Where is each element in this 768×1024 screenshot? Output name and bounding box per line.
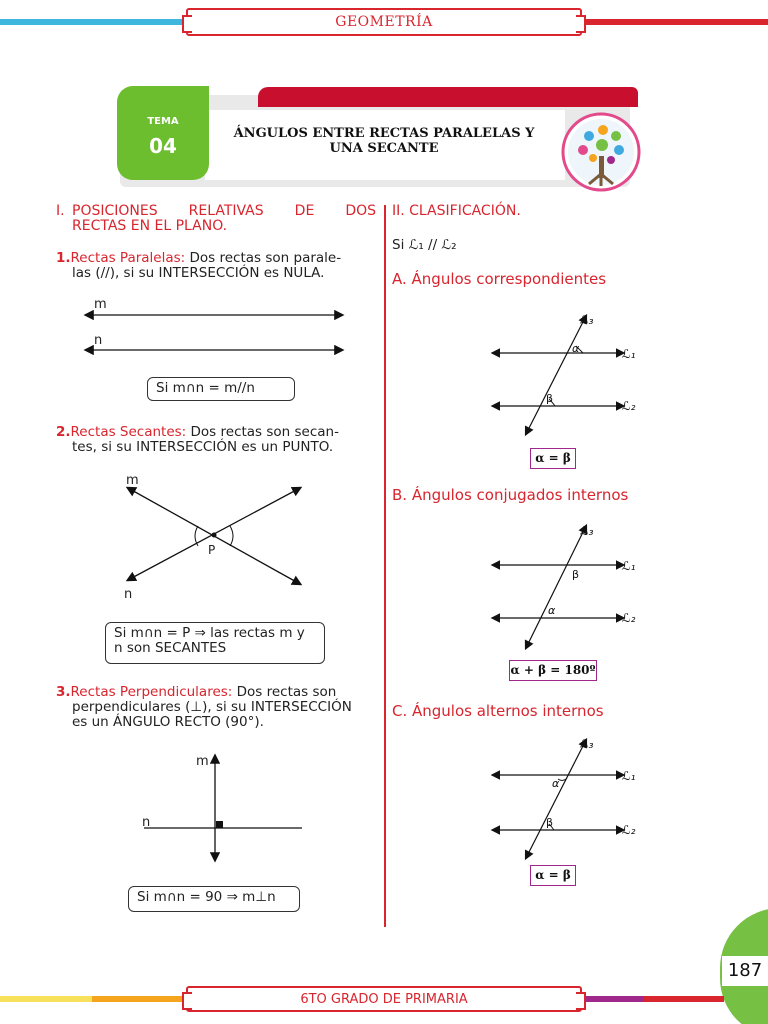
paralelas-formula-text: Si m∩n = m//n [156, 380, 255, 396]
secantes-formula-line2: n son SECANTES [114, 640, 227, 656]
footer-bar-purple [582, 996, 644, 1002]
label-n: n [124, 587, 133, 602]
paralelas-text2: las (//), si su INTERSECCIÓN es NULA. [72, 265, 325, 281]
tema-title [214, 126, 554, 156]
secantes-text1: Dos rectas son secan- [190, 424, 339, 440]
section2-heading: II. CLASIFICACIÓN. [392, 203, 521, 219]
paralelas-formula [147, 377, 295, 401]
alpha-label: α [552, 777, 560, 790]
conjugados-diagram [488, 520, 648, 655]
column-divider [384, 205, 386, 927]
secantes-formula-line1: Si m∩n = P ⇒ las rectas m y [114, 625, 305, 641]
section1-heading-line1: POSICIONES RELATIVAS DE DOS [72, 203, 376, 219]
header-subject [186, 8, 582, 36]
perpendiculares-num: 3. [56, 684, 71, 700]
alternos-label: C. Ángulos alternos internos [392, 702, 604, 720]
l2-label: ℒ₂ [622, 399, 636, 413]
l1-label: ℒ₁ [622, 769, 636, 783]
alpha-label: α [572, 342, 580, 355]
footer-bar-yellow [0, 996, 92, 1002]
footer-bar-red [644, 996, 724, 1002]
l3-label: ℒ₃ [580, 313, 594, 327]
l3-label: ℒ₃ [580, 524, 594, 538]
tema-label: TEMA [147, 116, 179, 127]
label-m: m [126, 473, 139, 488]
secantes-title: Rectas Secantes: [70, 424, 187, 440]
l1-label: ℒ₁ [622, 347, 636, 361]
beta-label: β [572, 568, 580, 581]
header-bar-blue [0, 19, 186, 25]
paralelas-title: Rectas Paralelas: [70, 250, 186, 266]
correspondientes-diagram [488, 310, 648, 440]
tema-number: 04 [149, 134, 177, 158]
section1-heading-line2: RECTAS EN EL PLANO. [72, 218, 228, 234]
footer-grade-text: 6TO GRADO DE PRIMARIA [300, 991, 468, 1007]
l2-label: ℒ₂ [622, 823, 636, 837]
section1-heading [56, 204, 376, 234]
label-p: P [208, 543, 216, 557]
page-number: 187 [727, 960, 763, 981]
footer-grade [186, 986, 582, 1012]
footer-bar-orange [92, 996, 186, 1002]
subject-title: GEOMETRÍA [335, 14, 433, 30]
secantes-num: 2. [56, 424, 71, 440]
l2-label: ℒ₂ [622, 611, 636, 625]
parallel-lines-diagram [80, 292, 360, 362]
conjugados-result: α + β = 180º [509, 660, 597, 681]
label-n: n [94, 333, 103, 348]
secantes-text2: tes, si su INTERSECCIÓN es un PUNTO. [72, 439, 334, 455]
perpendiculares-title: Rectas Perpendiculares: [70, 684, 233, 700]
label-n: n [142, 815, 151, 830]
alternos-result: α = β [530, 865, 576, 886]
brain-tree-logo-icon [553, 112, 647, 194]
perpendicular-lines-diagram [130, 748, 310, 868]
tema-badge [117, 86, 209, 180]
label-m: m [94, 297, 107, 312]
secant-lines-diagram [112, 468, 322, 608]
perpendiculares-formula [128, 886, 300, 912]
header-bar-red [582, 19, 768, 25]
section1-heading-num: I. [56, 203, 65, 219]
beta-label: β [546, 392, 554, 405]
l1-label: ℒ₁ [622, 559, 636, 573]
alpha-label: α [548, 604, 556, 617]
perpendiculares-formula-text: Si m∩n = 90 ⇒ m⊥n [137, 889, 276, 905]
correspondientes-result: α = β [530, 448, 576, 469]
section2-condition: Si ℒ₁ // ℒ₂ [392, 237, 457, 253]
paralelas-num: 1. [56, 250, 71, 266]
tema-title-line1: ÁNGULOS ENTRE RECTAS PARALELAS Y [233, 126, 535, 141]
correspondientes-label: A. Ángulos correspondientes [392, 270, 607, 288]
conjugados-label: B. Ángulos conjugados internos [392, 486, 629, 504]
perpendiculares-text1: Dos rectas son [236, 684, 337, 700]
label-m: m [196, 754, 209, 769]
l3-label: ℒ₃ [580, 737, 594, 751]
beta-label: β [546, 816, 554, 829]
perpendiculares-text3: es un ÁNGULO RECTO (90°). [72, 714, 264, 730]
perpendiculares-text2: perpendiculares (⊥), si su INTERSECCIÓN [72, 699, 352, 715]
paralelas-text1: Dos rectas son parale- [189, 250, 342, 266]
tema-title-line2: UNA SECANTE [329, 141, 439, 156]
alternos-diagram [488, 734, 648, 864]
secantes-text [56, 425, 376, 455]
perpendiculares-text [56, 685, 378, 730]
tema-ribbon [258, 87, 638, 107]
secantes-formula [105, 622, 325, 664]
paralelas-text [56, 251, 376, 281]
